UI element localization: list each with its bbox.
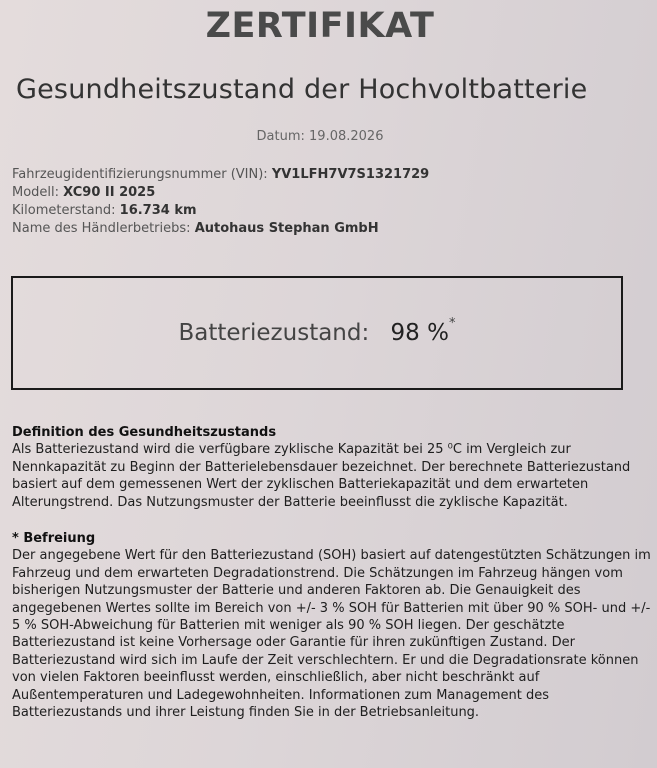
vin-value: YV1LFH7V7S1321729: [271, 167, 430, 182]
dealer-row: [12, 220, 642, 238]
battery-state-line: [13, 316, 621, 346]
definition-text: Als Batteriezustand wird die verfügbare zyklische Kapazität bei 25 ⁰C im Vergleich zur Nennkapazität zu Beginn der Batterielebensdauer bezeichnet. Der berechnete Batteriezustand basiert auf dem gemessenen Wert der zyklischen Batteriekapazität und dem erwarteten Alterungstrend. Das Nutzungsmuster der Batterie beeinflusst die zyklische Kapazität.: [12, 442, 631, 510]
mileage-label: Kilometerstand:: [12, 203, 116, 218]
dealer-label: Name des Händlerbetriebs:: [12, 221, 191, 236]
battery-state-value: 98 %: [390, 320, 449, 346]
mileage-row: [12, 202, 642, 220]
vehicle-info: [12, 166, 642, 238]
definition-heading: Definition des Gesundheitszustands: [12, 425, 277, 440]
battery-state-label: Batteriezustand:: [178, 320, 370, 346]
model-row: [12, 184, 642, 202]
exemption-section: [12, 530, 652, 721]
date-label: Datum:: [256, 129, 305, 144]
battery-state-asterisk: *: [448, 316, 456, 332]
exemption-heading: * Befreiung: [12, 531, 96, 546]
model-value: XC90 II 2025: [63, 185, 156, 200]
definition-section: [12, 424, 652, 511]
model-label: Modell:: [12, 185, 60, 200]
mileage-value: 16.734 km: [119, 203, 197, 218]
dealer-value: Autohaus Stephan GmbH: [194, 221, 379, 236]
vin-row: [12, 166, 642, 184]
certificate-subtitle: Gesundheitszustand der Hochvoltbatterie: [16, 74, 588, 105]
vin-label: Fahrzeugidentifizierungsnummer (VIN):: [12, 167, 268, 182]
exemption-text: Der angegebene Wert für den Batteriezustand (SOH) basiert auf datengestützten Schätzungen im Fahrzeug und dem erwarteten Degradationstrend. Die Schätzungen im Fahrzeug hängen vom bisherigen Nutzungsmuster der Batterie und anderen Faktoren ab. Die Genauigkeit des angegebenen Wertes sollte im Bereich von +/- 3 % SOH für Batterien mit über 90 % SOH- und +/- 5 % SOH-Abweichung für Batterien mit weniger als 90 % SOH liegen. Der geschätzte Batteriezustand ist keine Vorhersage oder Garantie für ihren zukünftigen Zustand. Der Batteriezustand wird sich im Laufe der Zeit verschlechtern. Er und die Degradationsrate können von vielen Faktoren beeinflusst werden, einschließlich, aber nicht beschränkt auf Außentemperaturen und Ladegewohnheiten. Informationen zum Management des Batteriezustands und ihrer Leistung finden Sie in der Betriebsanleitung.: [12, 548, 651, 721]
date-value: 19.08.2026: [309, 129, 384, 144]
certificate-title: ZERTIFIKAT: [205, 6, 435, 46]
battery-state-box: [11, 276, 623, 390]
date-row: [0, 129, 640, 144]
